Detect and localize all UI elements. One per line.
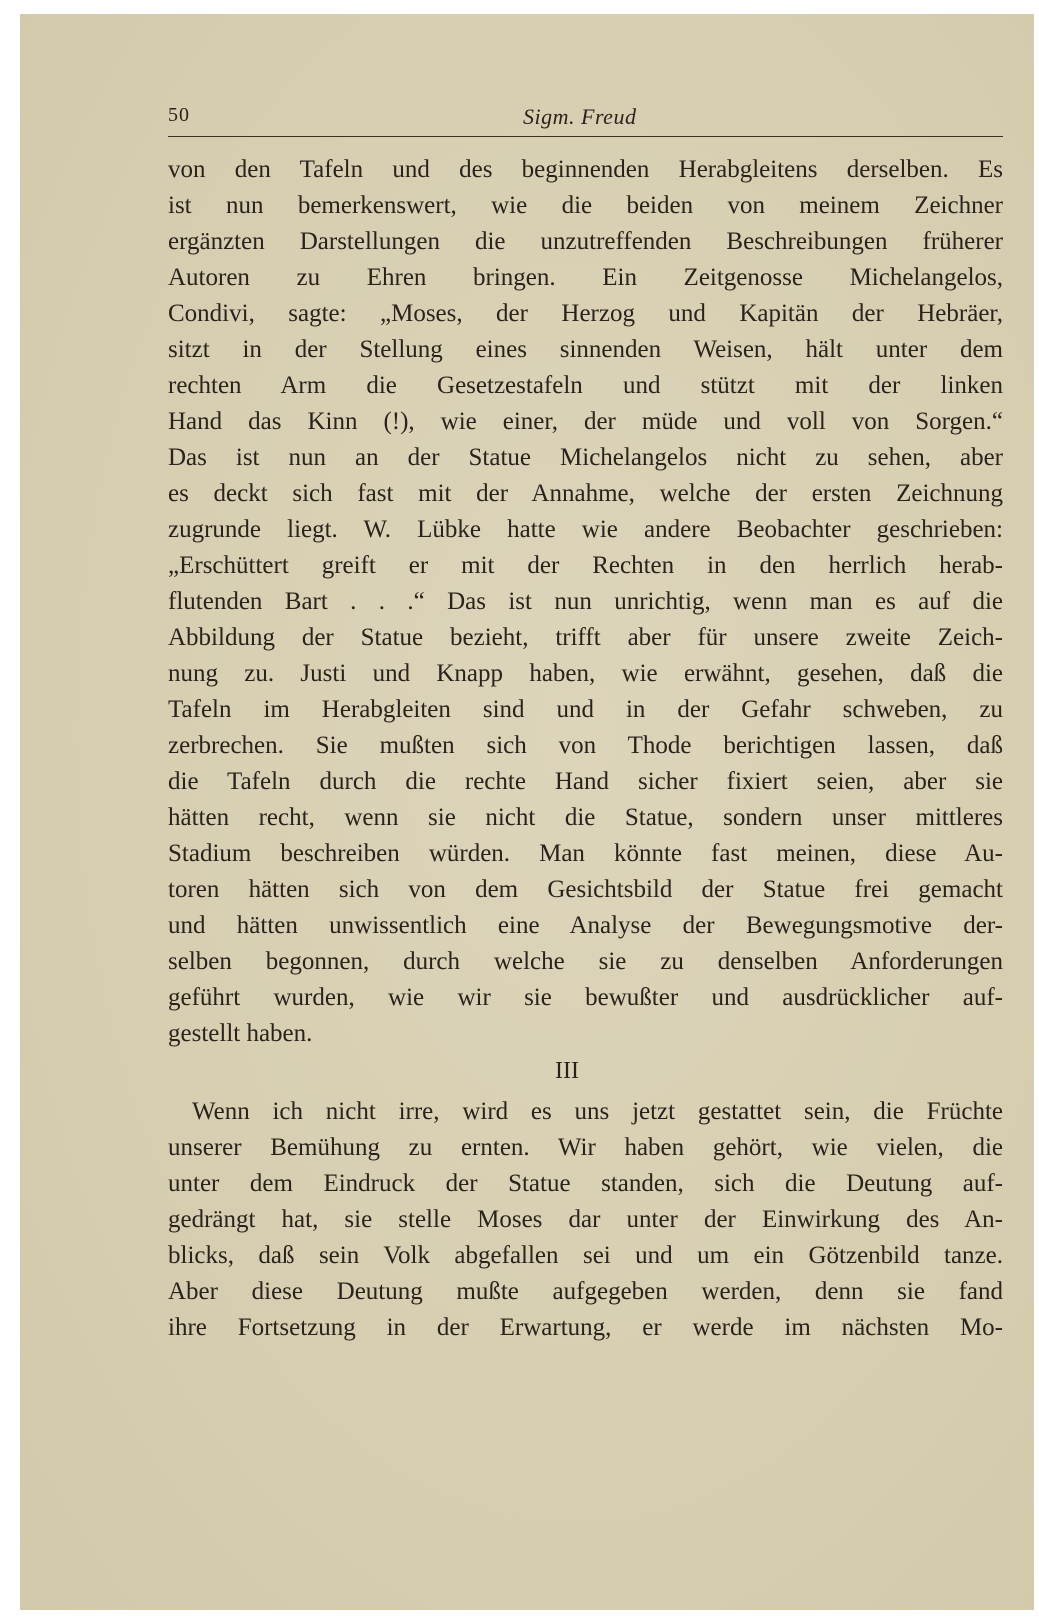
text-line: Condivi, sagte: „Moses, der Herzog und Kapitän der Hebräer, <box>168 300 1003 327</box>
text-line: Wenn ich nicht irre, wird es uns jetzt gestattet sein, die Früchte <box>192 1098 1003 1125</box>
text-line: zerbrechen. Sie mußten sich von Thode berichtigen lassen, daß <box>168 732 1003 759</box>
text-line: Aber diese Deutung mußte aufgegeben werden, denn sie fand <box>168 1278 1003 1305</box>
text-line: unter dem Eindruck der Statue standen, sich die Deutung auf- <box>168 1170 1003 1197</box>
text-line: hätten recht, wenn sie nicht die Statue, sondern unser mittleres <box>168 804 1003 831</box>
text-line: gestellt haben. <box>168 1020 313 1047</box>
text-line: flutenden Bart . . .“ Das ist nun unrichtig, wenn man es auf die <box>168 588 1003 615</box>
text-line: von den Tafeln und des beginnenden Herabgleitens derselben. Es <box>168 156 1003 183</box>
text-line: sitzt in der Stellung eines sinnenden Weisen, hält unter dem <box>168 336 1003 363</box>
text-line: es deckt sich fast mit der Annahme, welche der ersten Zeichnung <box>168 480 1003 507</box>
header-rule <box>168 136 1003 137</box>
text-line: unserer Bemühung zu ernten. Wir haben gehört, wie vielen, die <box>168 1134 1003 1161</box>
text-line: toren hätten sich von dem Gesichtsbild der Statue frei gemacht <box>168 876 1003 903</box>
text-line: gedrängt hat, sie stelle Moses dar unter der Einwirkung des An- <box>168 1206 1003 1233</box>
text-line: ihre Fortsetzung in der Erwartung, er werde im nächsten Mo- <box>168 1314 1003 1341</box>
text-line: „Erschüttert greift er mit der Rechten in den herrlich herab- <box>168 552 1003 579</box>
text-line: und hätten unwissentlich eine Analyse der Bewegungsmotive der- <box>168 912 1003 939</box>
running-head: Sigm. Freud <box>523 104 637 129</box>
text-line: ist nun bemerkenswert, wie die beiden von meinem Zeichner <box>168 192 1003 219</box>
text-line: die Tafeln durch die rechte Hand sicher fixiert seien, aber sie <box>168 768 1003 795</box>
text-line: selben begonnen, durch welche sie zu denselben Anforderungen <box>168 948 1003 975</box>
page-header <box>168 104 1003 134</box>
text-line: zugrunde liegt. W. Lübke hatte wie andere Beobachter geschrieben: <box>168 516 1003 543</box>
section-heading: III <box>555 1058 579 1084</box>
text-line: Abbildung der Statue bezieht, trifft aber für unsere zweite Zeich- <box>168 624 1003 651</box>
text-line: Stadium beschreiben würden. Man könnte fast meinen, diese Au- <box>168 840 1003 867</box>
text-line: Hand das Kinn (!), wie einer, der müde und voll von Sorgen.“ <box>168 408 1003 435</box>
text-line: rechten Arm die Gesetzestafeln und stützt mit der linken <box>168 372 1003 399</box>
page-number: 50 <box>168 104 190 126</box>
text-line: Das ist nun an der Statue Michelangelos nicht zu sehen, aber <box>168 444 1003 471</box>
text-line: ergänzten Darstellungen die unzutreffenden Beschreibungen früherer <box>168 228 1003 255</box>
text-line: geführt wurden, wie wir sie bewußter und ausdrücklicher auf- <box>168 984 1003 1011</box>
text-line: Autoren zu Ehren bringen. Ein Zeitgenosse Michelangelos, <box>168 264 1003 291</box>
text-line: Tafeln im Herabgleiten sind und in der Gefahr schweben, zu <box>168 696 1003 723</box>
text-line: nung zu. Justi und Knapp haben, wie erwähnt, gesehen, daß die <box>168 660 1003 687</box>
text-line: blicks, daß sein Volk abgefallen sei und um ein Götzenbild tanze. <box>168 1242 1003 1269</box>
